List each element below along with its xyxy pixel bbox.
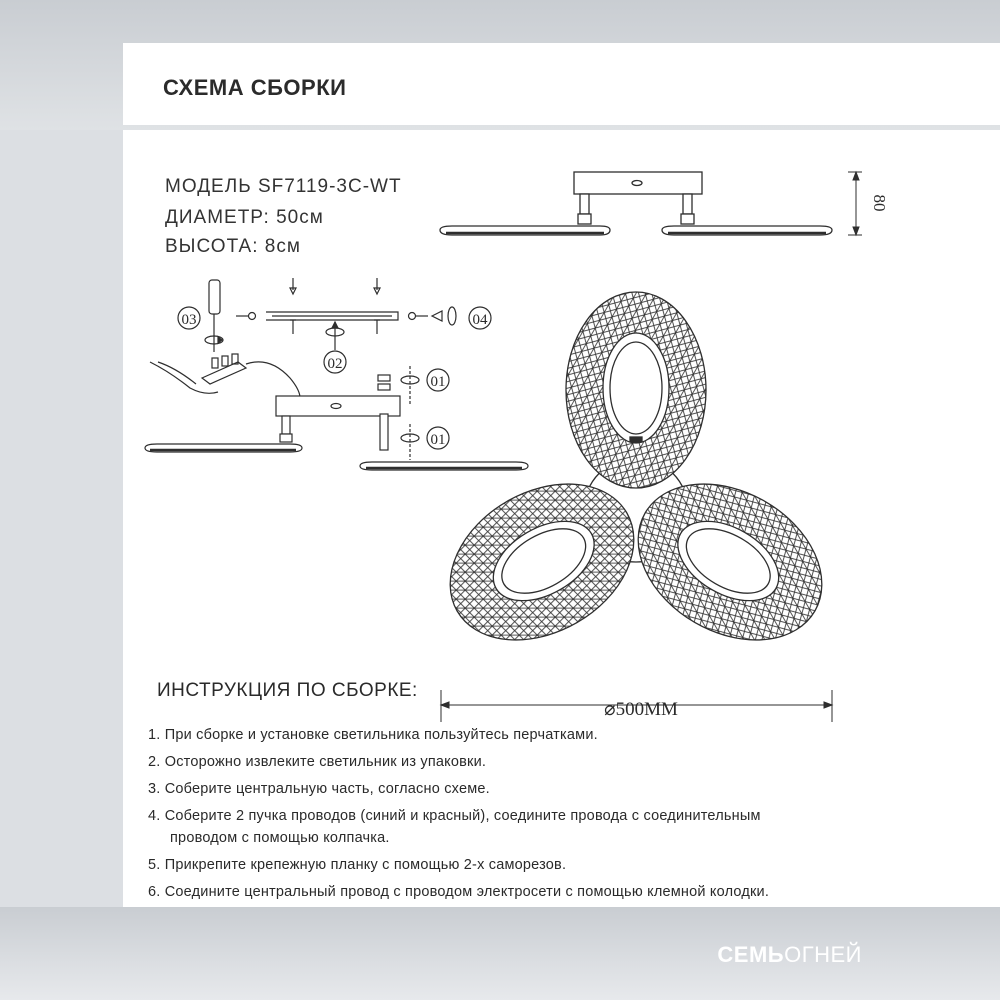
- height-dimension: [848, 172, 862, 235]
- ring-top: [566, 292, 706, 488]
- top-view: [422, 292, 850, 672]
- instruction-step-4-continued: проводом с помощью колпачка.: [170, 830, 390, 846]
- page-title: СХЕМА СБОРКИ: [163, 75, 347, 100]
- diameter-spec: ДИАМЕТР: 50см: [165, 207, 324, 228]
- callout-03-label: 03: [181, 312, 197, 328]
- callout-04-label: 04: [472, 312, 488, 328]
- instruction-step-6: 6. Соедините центральный провод с проводом электросети с помощью клемной колодки.: [148, 884, 770, 900]
- instruction-step-3: 3. Соберите центральную часть, согласно схеме.: [148, 781, 490, 797]
- instruction-step-4: 4. Соберите 2 пучка проводов (синий и красный), соедините провода с соединительным: [148, 808, 761, 824]
- instruction-step-1: 1. При сборке и установке светильника пользуйтесь перчатками.: [148, 727, 598, 743]
- instruction-step-2: 2. Осторожно извлеките светильник из упаковки.: [148, 754, 487, 770]
- height-spec: ВЫСОТА: 8см: [165, 236, 301, 257]
- side-view: [440, 172, 832, 235]
- brand-regular: ОГНЕЙ: [784, 942, 862, 967]
- callout-01-lower-label: 01: [430, 432, 446, 448]
- brand-bold: СЕМЬ: [717, 942, 785, 967]
- model-spec: МОДЕЛЬ SF7119-3C-WT: [165, 176, 402, 197]
- height-dimension-label: 80: [870, 194, 889, 212]
- instructions-title: ИНСТРУКЦИЯ ПО СБОРКЕ:: [157, 680, 418, 701]
- diameter-dimension-label: ⌀500MM: [604, 699, 678, 720]
- instruction-step-5: 5. Прикрепите крепежную планку с помощью 2-х саморезов.: [148, 857, 567, 873]
- brand-logo: [717, 942, 862, 968]
- screwdriver-icon: [209, 280, 220, 314]
- exploded-view: [145, 278, 528, 470]
- callout-02-label: 02: [327, 356, 343, 372]
- callout-01-upper-label: 01: [430, 374, 446, 390]
